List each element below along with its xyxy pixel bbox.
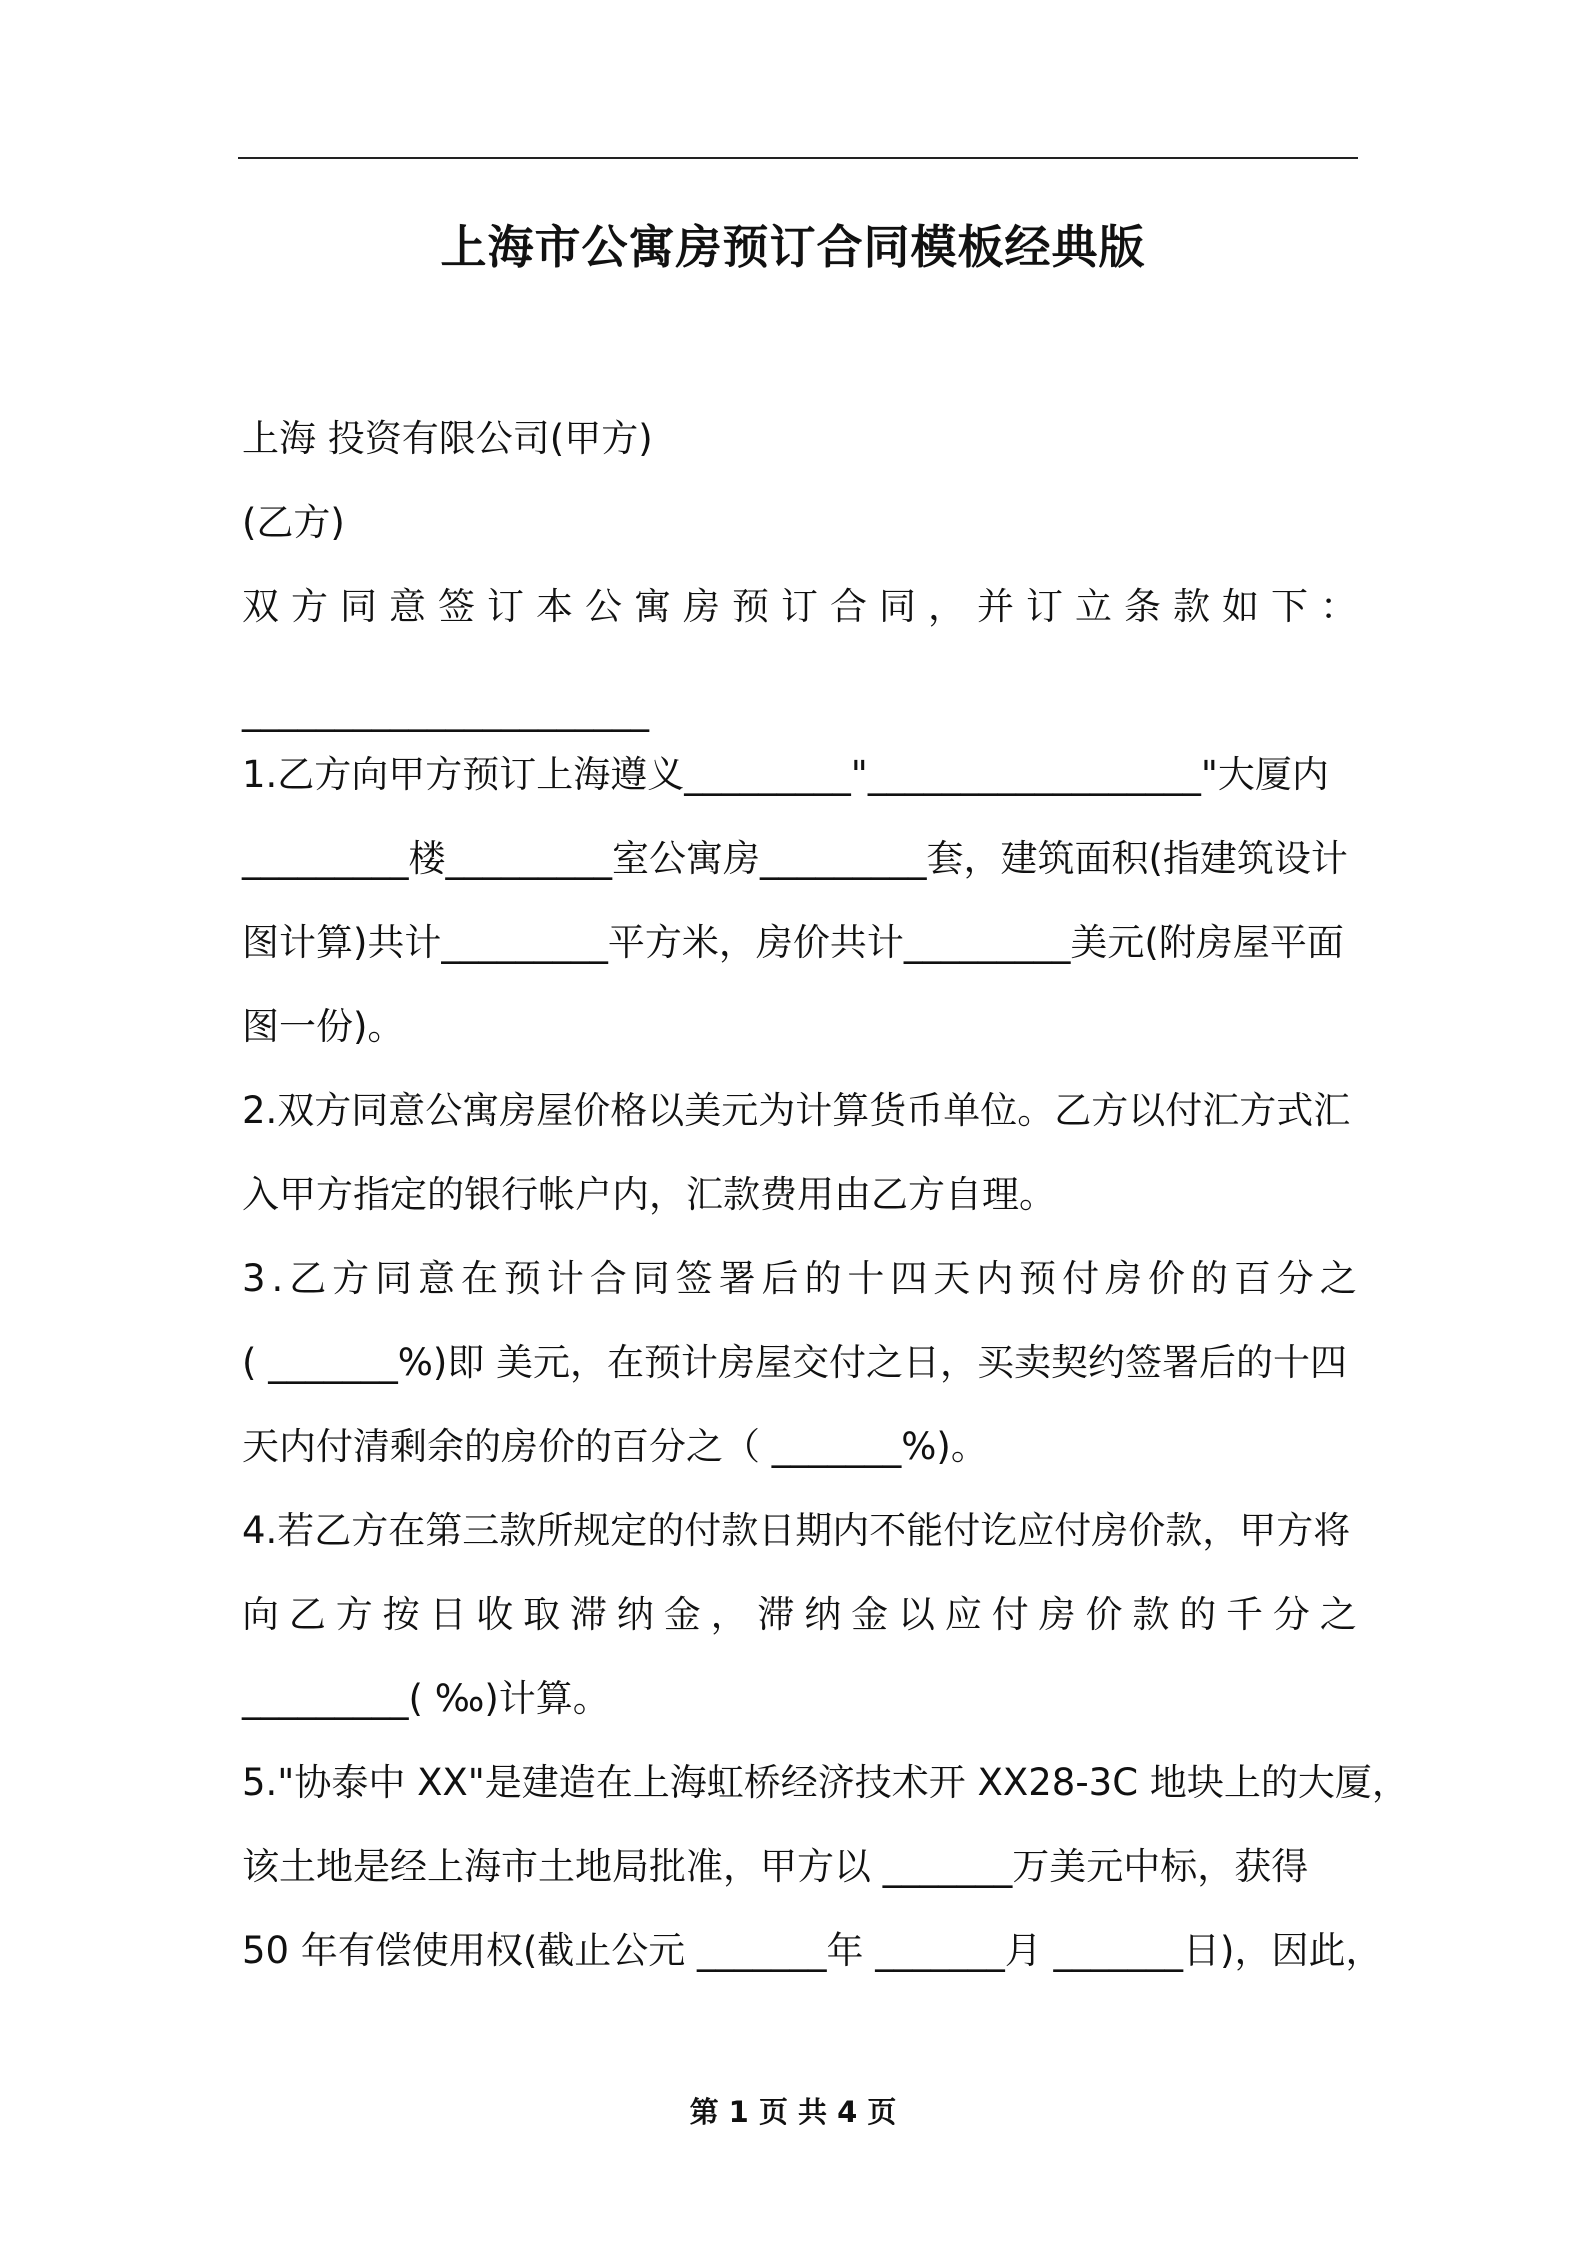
clause-4-line-1: 4.若乙方在第三款所规定的付款日期内不能付讫应付房价款，甲方将 [242,1509,1351,1552]
clause-4-line-2: 向 乙 方 按 日 收 取 滞 纳 金 ， 滞 纳 金 以 应 付 房 价 款 的 千 分 之 [242,1593,1357,1636]
header-rule [238,157,1358,159]
clause-3-line-1: 3 . 乙 方 同 意 在 预 计 合 同 签 署 后 的 十 四 天 内 预 付 房 价 的 百 分 之 [242,1257,1357,1300]
clause-2-line-2: 入甲方指定的银行帐户内，汇款费用由乙方自理。 [242,1173,1056,1216]
clause-5-line-2: 该土地是经上海市土地局批准，甲方以 _______万美元中标，获得 [242,1845,1309,1888]
clause-1-line-3: 图计算)共计_________平方米，房价共计_________美元(附房屋平面 [242,921,1344,964]
clause-1-line-4: 图一份)。 [242,1005,405,1048]
clause-5-line-3: 50 年有偿使用权(截止公元 _______年 _______月 _______日)，因此， [242,1929,1383,1972]
clause-2-line-1: 2.双方同意公寓房屋价格以美元为计算货币单位。乙方以付汇方式汇 [242,1089,1351,1132]
clause-1-line-2: _________楼_________室公寓房_________套，建筑面积(指建筑设计 [242,837,1348,880]
party-b-line: (乙方) [242,501,345,544]
clause-3-line-3: 天内付清剩余的房价的百分之（ _______%)。 [242,1425,988,1468]
signature-blank: ______________________ [242,689,649,732]
clause-5-line-1: 5."协泰中 XX"是建造在上海虹桥经济技术开 XX28-3C 地块上的大厦， [242,1761,1409,1804]
intro-line: 双 方 同 意 签 订 本 公 寓 房 预 订 合 同 ， 并 订 立 条 款 如 下 ： [242,585,1357,628]
clause-1-line-1: 1.乙方向甲方预订上海遵义_________"__________________"大厦内 [242,753,1329,796]
party-a-line: 上海 投资有限公司(甲方) [242,417,653,460]
document-title: 上海市公寓房预订合同模板经典版 [440,220,1146,274]
page-number: 第 1 页 共 4 页 [689,2095,897,2129]
clause-4-line-3: _________( ‰)计算。 [242,1677,610,1720]
clause-3-line-2: ( _______%)即 美元，在预计房屋交付之日，买卖契约签署后的十四 [242,1341,1348,1384]
